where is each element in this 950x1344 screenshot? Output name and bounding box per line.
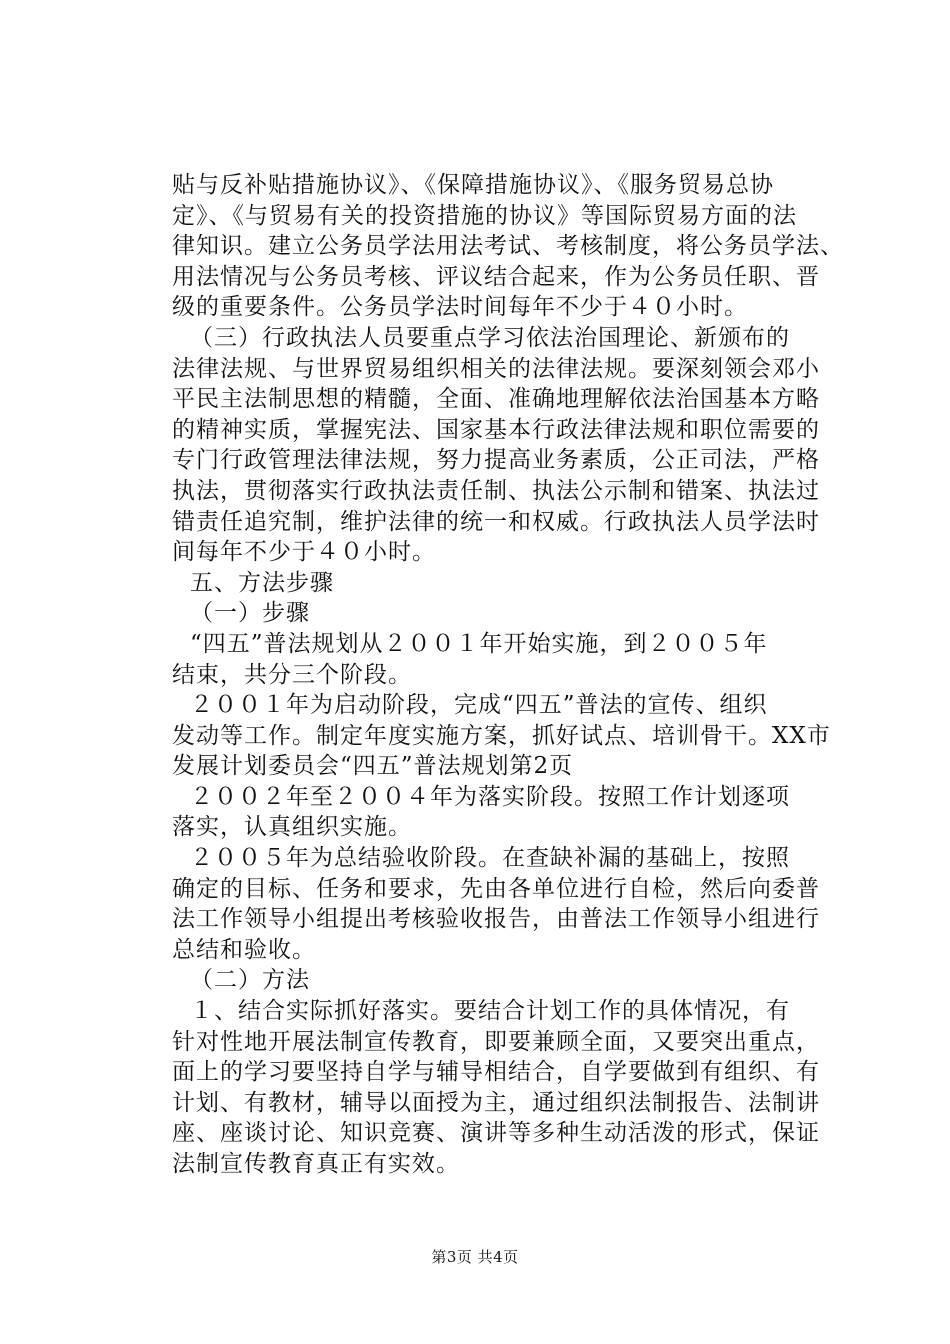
text-line: 五、方法步骤 bbox=[190, 569, 334, 596]
text-line: 贴与反补贴措施协议》、《保障措施协议》、《服务贸易总协 bbox=[172, 172, 774, 198]
text-line: 专门行政管理法律法规，努力提高业务素质，公正司法，严格 bbox=[172, 447, 820, 474]
text-line: 级的重要条件。公务员学法时间每年不少于４０小时。 bbox=[172, 294, 748, 321]
text-line: 间每年不少于４０小时。 bbox=[172, 539, 436, 566]
text-line: 面上的学习要坚持自学与辅导相结合，自学要做到有组织、有 bbox=[172, 1059, 820, 1086]
text-line: “四五”普法规划从２００１年开始实施，到２００５年 bbox=[190, 630, 768, 657]
text-line: 发展计划委员会“四五”普法规划第2页 bbox=[172, 753, 574, 780]
text-line: 确定的目标、任务和要求，先由各单位进行自检，然后向委普 bbox=[172, 875, 820, 902]
text-line: 用法情况与公务员考核、评议结合起来，作为公务员任职、晋 bbox=[172, 263, 820, 290]
text-line: 总结和验收。 bbox=[172, 936, 316, 963]
text-line: ２００１年为启动阶段，完成“四五”普法的宣传、组织 bbox=[190, 692, 768, 719]
text-line: 的精神实质，掌握宪法、国家基本行政法律法规和职位需要的 bbox=[172, 416, 820, 443]
text-line: 法制宣传教育真正有实效。 bbox=[172, 1151, 460, 1177]
text-line: （一）步骤 bbox=[190, 600, 310, 627]
text-line: （二）方法 bbox=[190, 967, 310, 994]
text-line: （三）行政执法人员要重点学习依法治国理论、新颁布的 bbox=[190, 324, 790, 351]
text-line: ２００２年至２００４年为落实阶段。按照工作计划逐项 bbox=[190, 783, 790, 810]
document-body bbox=[172, 170, 844, 1180]
text-line: 律知识。建立公务员学法用法考试、考核制度，将公务员学法、 bbox=[172, 233, 844, 260]
text-line: 落实，认真组织实施。 bbox=[172, 814, 412, 841]
text-line: 座、座谈讨论、知识竞赛、演讲等多种生动活泼的形式，保证 bbox=[172, 1120, 820, 1147]
text-line: 结束，共分三个阶段。 bbox=[172, 661, 412, 688]
text-line: 错责任追究制，维护法律的统一和权威。行政执法人员学法时 bbox=[172, 508, 820, 535]
text-line: １、结合实际抓好落实。要结合计划工作的具体情况，有 bbox=[190, 998, 790, 1025]
text-line: 平民主法制思想的精髓，全面、准确地理解依法治国基本方略 bbox=[172, 386, 820, 413]
text-line: 发动等工作。制定年度实施方案，抓好试点、培训骨干。XX市 bbox=[172, 722, 831, 749]
text-line: 执法，贯彻落实行政执法责任制、执法公示制和错案、执法过 bbox=[172, 477, 820, 504]
text-line: 法工作领导小组提出考核验收报告，由普法工作领导小组进行 bbox=[172, 906, 820, 933]
text-line: 定》、《与贸易有关的投资措施的协议》等国际贸易方面的法 bbox=[172, 202, 797, 229]
text-line: 计划、有教材，辅导以面授为主，通过组织法制报告、法制讲 bbox=[172, 1089, 820, 1116]
text-line: 针对性地开展法制宣传教育，即要兼顾全面，又要突出重点， bbox=[172, 1028, 820, 1055]
text-line: 法律法规、与世界贸易组织相关的法律法规。要深刻领会邓小 bbox=[172, 355, 820, 382]
text-line: ２００５年为总结验收阶段。在查缺补漏的基础上，按照 bbox=[190, 845, 790, 872]
page-footer: 第3页 共4页 bbox=[431, 1248, 519, 1266]
